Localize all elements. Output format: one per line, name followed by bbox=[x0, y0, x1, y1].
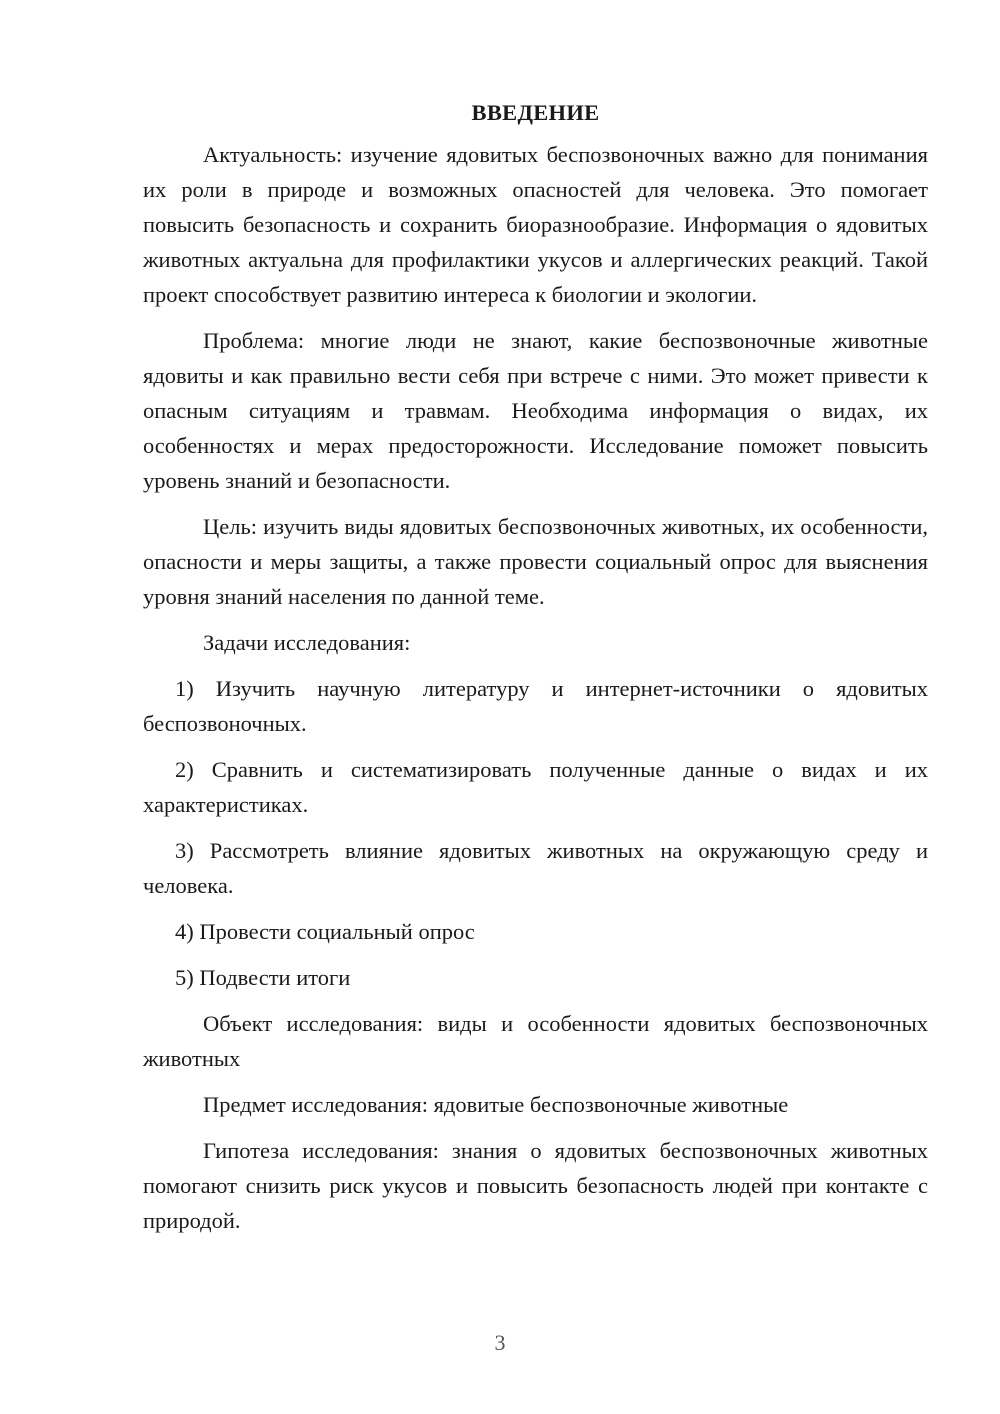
task-item-2: 2) Сравнить и систематизировать полученные данные о видах и их характеристиках. bbox=[143, 757, 928, 817]
page-title: ВВЕДЕНИЕ bbox=[471, 100, 600, 125]
document-page bbox=[143, 95, 928, 1238]
problem-paragraph: Проблема: многие люди не знают, какие беспозвоночные животные ядовиты и как правильно вести себя при встрече с ними. Это может привести к опасным ситуациям и травмам. Необходима информация о видах, их особенностях и мерах предосторожности. Исследование поможет повысить уровень знаний и безопасности. bbox=[143, 328, 928, 493]
tasks-heading: Задачи исследования: bbox=[203, 630, 411, 655]
page-number: 3 bbox=[494, 1330, 506, 1355]
task-item-3: 3) Рассмотреть влияние ядовитых животных на окружающую среду и человека. bbox=[143, 838, 928, 898]
goal-paragraph: Цель: изучить виды ядовитых беспозвоночных животных, их особенности, опасности и меры защиты, а также провести социальный опрос для выяснения уровня знаний населения по данной теме. bbox=[143, 514, 928, 609]
object-paragraph: Объект исследования: виды и особенности ядовитых беспозвоночных животных bbox=[143, 1011, 928, 1071]
task-item-5: 5) Подвести итоги bbox=[175, 965, 351, 990]
subject-paragraph: Предмет исследования: ядовитые беспозвоночные животные bbox=[203, 1092, 789, 1117]
task-item-1: 1) Изучить научную литературу и интернет-источники о ядовитых беспозвоночных. bbox=[143, 676, 928, 736]
relevance-paragraph: Актуальность: изучение ядовитых беспозвоночных важно для понимания их роли в природе и возможных опасностей для человека. Это помогает повысить безопасность и сохранить биоразнообразие. Информация о ядовитых животных актуальна для профилактики укусов и аллергических реакций. Такой проект способствует развитию интереса к биологии и экологии. bbox=[143, 142, 928, 307]
hypothesis-paragraph: Гипотеза исследования: знания о ядовитых беспозвоночных животных помогают снизить риск укусов и повысить безопасность людей при контакте с природой. bbox=[143, 1138, 928, 1233]
task-item-4: 4) Провести социальный опрос bbox=[175, 919, 475, 944]
